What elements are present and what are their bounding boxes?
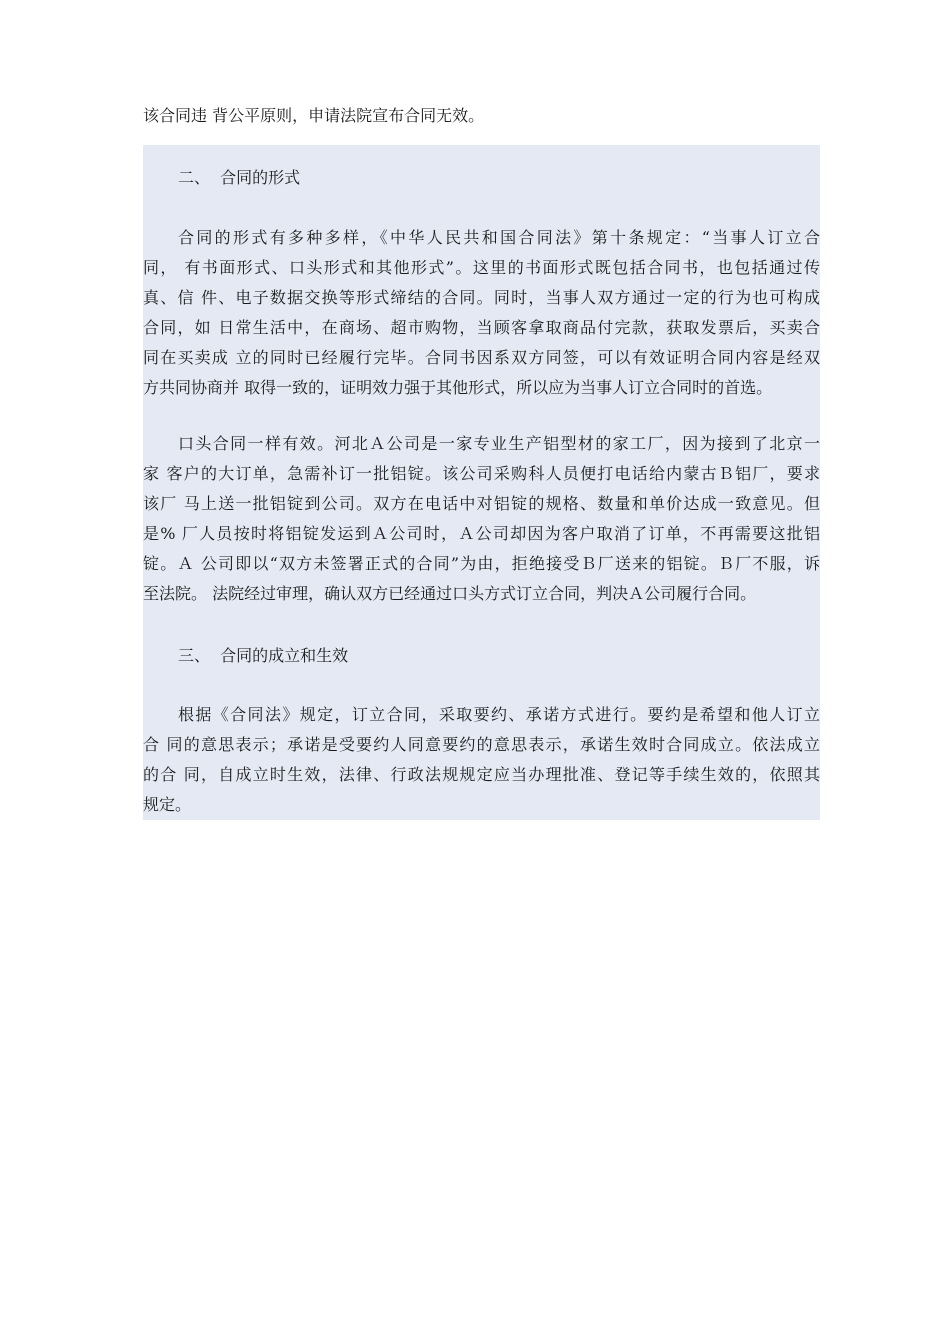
paragraph-line: 锭。Ａ 公司即以“双方未签署正式的合同”为由，拒绝接受Ｂ厂送来的铝锭。Ｂ厂不服，诉 [143,554,820,573]
paragraph-contract-formation [143,700,820,820]
paragraph-line: 方共同协商并 取得一致的，证明效力强于其他形式，所以应为当事人订立合同时的首选。 [143,378,773,397]
paragraph-contract-form-oral [143,429,820,609]
paragraph-line: 的合 同，自成立时生效，法律、行政法规规定应当办理批准、登记等手续生效的，依照其 [143,765,820,784]
paragraph-line: 同在买卖成 立的同时已经履行完毕。合同书因系双方同签，可以有效证明合同内容是经双 [143,348,820,367]
section-heading-contract-form: 二、 合同的形式 [178,168,301,187]
paragraph-line: 至法院。 法院经过审理，确认双方已经通过口头方式订立合同，判决Ａ公司履行合同。 [143,584,757,603]
paragraph-line: 家 客户的大订单，急需补订一批铝锭。该公司采购科人员便打电话给内蒙古Ｂ铝厂，要求 [143,464,820,483]
paragraph-line: 真、信 件、电子数据交换等形式缔结的合同。同时，当事人双方通过一定的行为也可构成 [143,288,820,307]
paragraph-line: 是% 厂人员按时将铝锭发运到Ａ公司时，Ａ公司却因为客户取消了订单，不再需要这批铝 [143,524,820,543]
lead-text-line: 该合同违 背公平原则，申请法院宣布合同无效。 [143,106,485,125]
paragraph-line: 同， 有书面形式、口头形式和其他形式”。这里的书面形式既包括合同书，也包括通过传 [143,258,820,277]
paragraph-line: 规定。 [143,795,192,814]
section-heading-contract-formation: 三、 合同的成立和生效 [178,646,349,665]
paragraph-line: 合 同的意思表示；承诺是受要约人同意要约的意思表示，承诺生效时合同成立。依法成立 [143,735,820,754]
paragraph-contract-form-written [143,223,820,403]
paragraph-line: 该厂 马上送一批铝锭到公司。双方在电话中对铝锭的规格、数量和单价达成一致意见。但 [143,494,820,513]
paragraph-line: 口头合同一样有效。河北Ａ公司是一家专业生产铝型材的家工厂，因为接到了北京一 [178,434,820,453]
paragraph-line: 根据《合同法》规定，订立合同，采取要约、承诺方式进行。要约是希望和他人订立 [178,705,820,724]
paragraph-line: 合同，如 日常生活中，在商场、超市购物，当顾客拿取商品付完款，获取发票后，买卖合 [143,318,820,337]
paragraph-line: 合同的形式有多种多样，《中华人民共和国合同法》第十条规定：“当事人订立合 [178,228,820,247]
